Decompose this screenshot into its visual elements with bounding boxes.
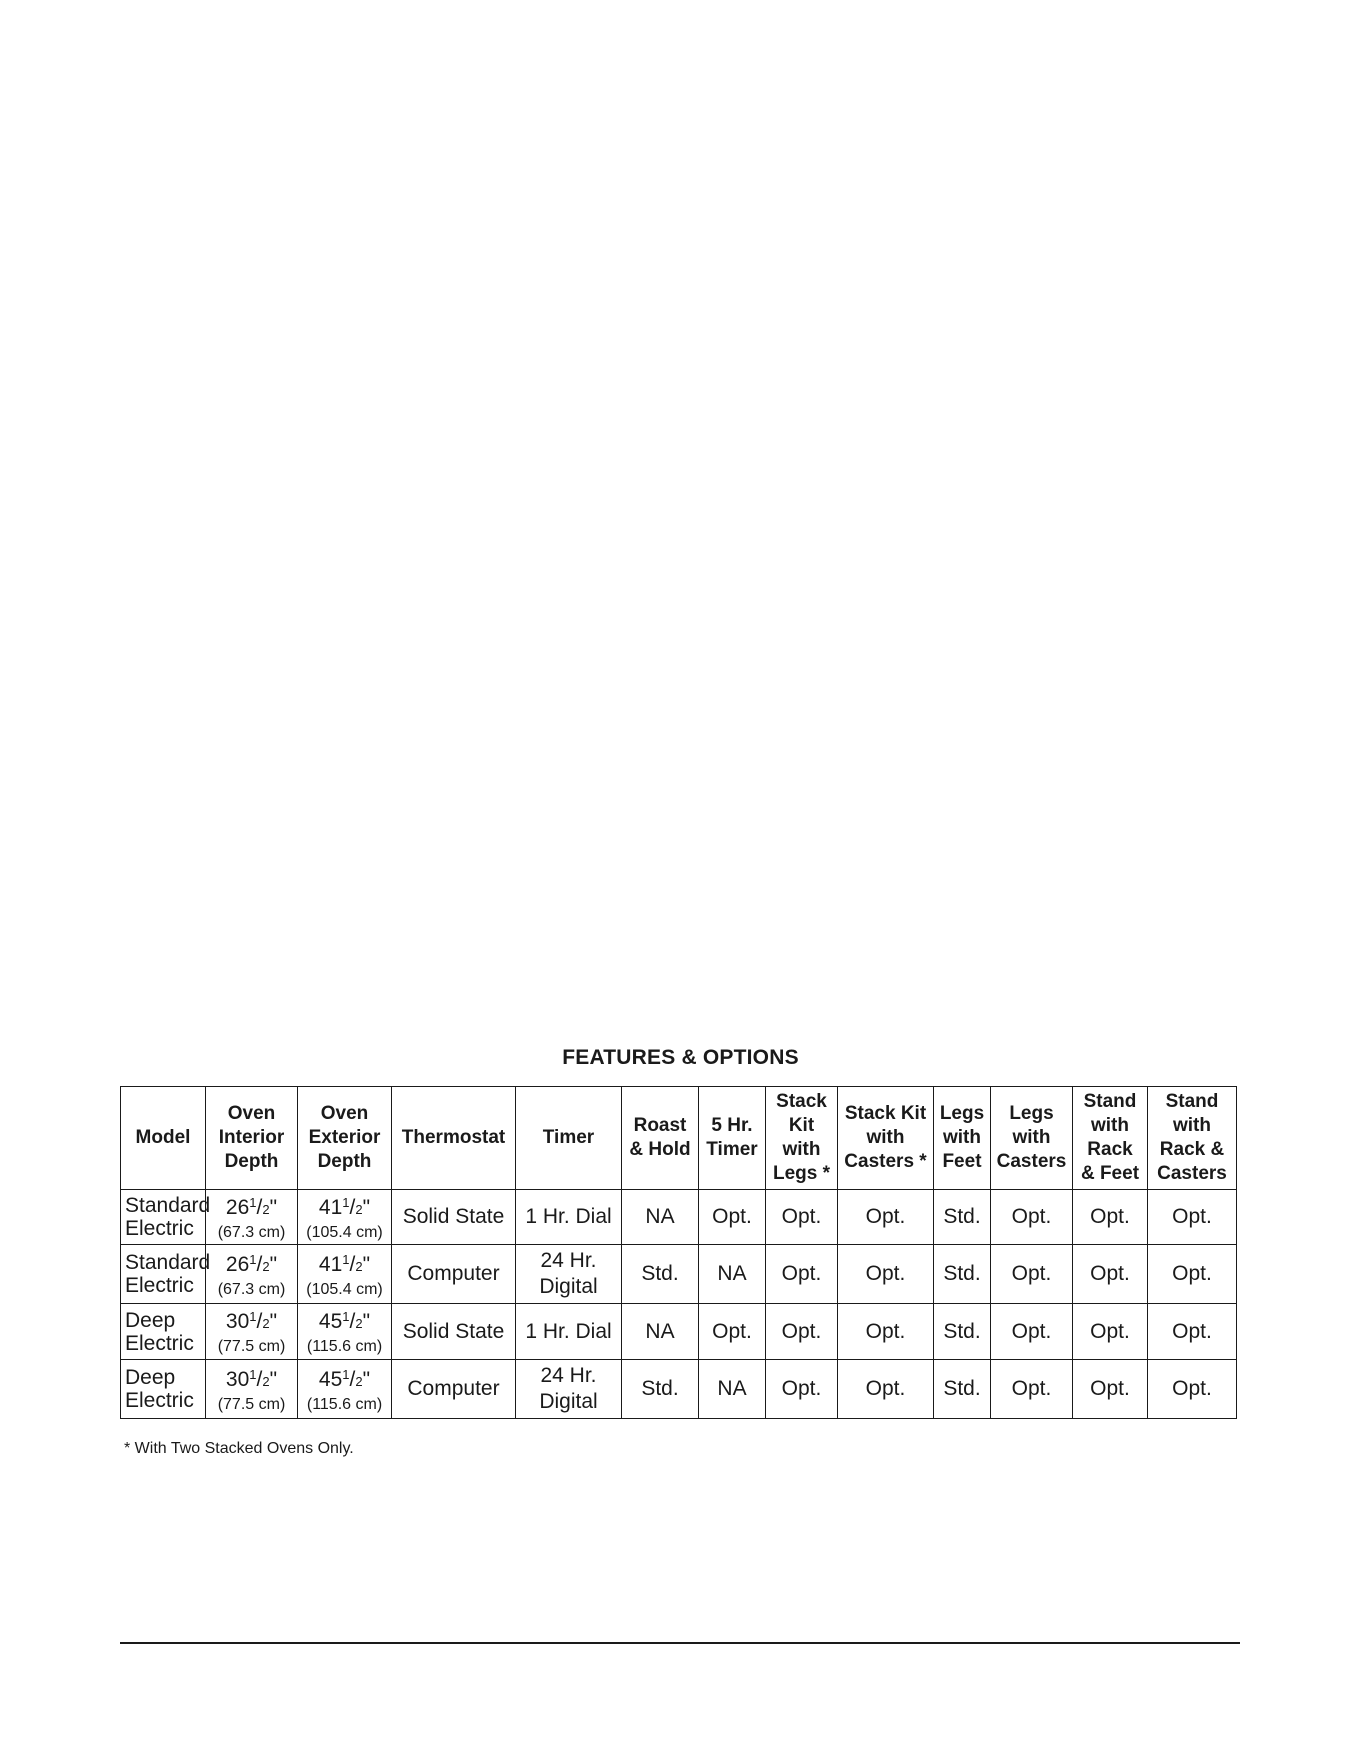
- header-oven-exterior-depth: Oven Exterior Depth: [298, 1087, 392, 1190]
- header-5hr-timer: 5 Hr. Timer: [699, 1087, 766, 1190]
- legs-feet-cell: Std.: [934, 1360, 991, 1419]
- numerator: 1: [342, 1309, 350, 1324]
- header-stack-kit-legs: Stack Kit with Legs *: [766, 1087, 838, 1190]
- whole: 26: [225, 1195, 250, 1219]
- interior-depth-metric: (77.5 cm): [217, 1395, 286, 1413]
- whole: 45: [318, 1310, 343, 1333]
- stack-kit-legs-cell: Opt.: [766, 1304, 838, 1360]
- features-options-table: [120, 1086, 1237, 1419]
- model-line: Electric: [125, 1217, 194, 1240]
- model-line: Deep: [125, 1308, 176, 1332]
- inch-mark: ": [269, 1252, 278, 1276]
- roast-hold-cell: Std.: [622, 1360, 699, 1419]
- whole: 30: [225, 1367, 250, 1391]
- stack-kit-legs-cell: Opt.: [766, 1190, 838, 1245]
- stack-kit-legs-cell: Opt.: [766, 1360, 838, 1419]
- whole: 41: [318, 1195, 343, 1219]
- legs-feet-cell: Std.: [934, 1245, 991, 1304]
- table-row: [121, 1360, 1237, 1419]
- interior-depth-metric: (77.5 cm): [217, 1338, 286, 1355]
- denominator: 2: [355, 1201, 363, 1217]
- interior-depth-cell: [206, 1190, 298, 1245]
- table-header-row: [121, 1087, 1237, 1190]
- thermostat-cell: Computer: [392, 1360, 516, 1419]
- timer-cell: 1 Hr. Dial: [516, 1190, 622, 1245]
- stand-rack-casters-cell: Opt.: [1148, 1245, 1237, 1304]
- header-oven-interior-depth: Oven Interior Depth: [206, 1087, 298, 1190]
- inch-mark: ": [269, 1367, 278, 1391]
- numerator: 1: [249, 1194, 257, 1210]
- interior-depth-imperial: $30^1/2$": [225, 1309, 278, 1333]
- stack-kit-casters-cell: Opt.: [838, 1245, 934, 1304]
- numerator: 1: [342, 1251, 350, 1267]
- legs-feet-cell: Std.: [934, 1190, 991, 1245]
- whole: 30: [225, 1310, 250, 1333]
- model-cell: [121, 1245, 211, 1304]
- interior-depth-imperial: $30^1/2$": [225, 1366, 278, 1391]
- stand-rack-feet-cell: Opt.: [1073, 1360, 1148, 1419]
- numerator: 1: [249, 1366, 257, 1382]
- thermostat-cell: Solid State: [392, 1304, 516, 1360]
- inch-mark: ": [362, 1310, 371, 1333]
- five-hr-timer-cell: Opt.: [699, 1304, 766, 1360]
- header-roast-hold: Roast & Hold: [622, 1087, 699, 1190]
- exterior-depth-cell: [298, 1190, 392, 1245]
- interior-depth-metric: (67.3 cm): [217, 1223, 286, 1241]
- denominator: 2: [355, 1258, 363, 1274]
- whole: 26: [225, 1252, 250, 1276]
- model-line: Deep: [125, 1366, 176, 1389]
- timer-cell: 24 Hr. Digital: [516, 1360, 622, 1419]
- roast-hold-cell: NA: [622, 1190, 699, 1245]
- five-hr-timer-cell: Opt.: [699, 1190, 766, 1245]
- stand-rack-casters-cell: Opt.: [1148, 1304, 1237, 1360]
- stand-rack-feet-cell: Opt.: [1073, 1304, 1148, 1360]
- inch-mark: ": [362, 1195, 371, 1219]
- interior-depth-cell: [206, 1360, 298, 1419]
- exterior-depth-imperial: $45^1/2$": [318, 1366, 371, 1391]
- timer-cell: 1 Hr. Dial: [516, 1304, 622, 1360]
- exterior-depth-metric: (115.6 cm): [306, 1395, 383, 1413]
- numerator: 1: [342, 1194, 350, 1210]
- header-legs-casters: Legs with Casters: [991, 1087, 1073, 1190]
- page-title: FEATURES & OPTIONS: [562, 1046, 799, 1069]
- exterior-depth-cell: [298, 1360, 392, 1419]
- model-cell: [121, 1304, 206, 1360]
- legs-casters-cell: Opt.: [991, 1304, 1073, 1360]
- exterior-depth-imperial: $41^1/2$": [318, 1251, 371, 1276]
- exterior-depth-cell: [298, 1304, 392, 1360]
- table-row: [121, 1190, 1237, 1245]
- denominator: 2: [262, 1316, 270, 1331]
- interior-depth-cell: [206, 1304, 298, 1360]
- model-line: Standard: [125, 1194, 211, 1217]
- exterior-depth-imperial: $45^1/2$": [318, 1309, 371, 1333]
- header-legs-feet: Legs with Feet: [934, 1087, 991, 1190]
- model-cell: [121, 1360, 206, 1419]
- numerator: 1: [342, 1366, 350, 1382]
- model-line: Electric: [125, 1331, 194, 1355]
- table-row: [121, 1304, 1237, 1360]
- header-thermostat: Thermostat: [392, 1087, 516, 1190]
- header-timer: Timer: [516, 1087, 622, 1190]
- numerator: 1: [249, 1251, 257, 1267]
- inch-mark: ": [362, 1367, 371, 1391]
- five-hr-timer-cell: NA: [699, 1245, 766, 1304]
- model-line: Electric: [125, 1389, 194, 1412]
- interior-depth-metric: (67.3 cm): [217, 1280, 286, 1298]
- stack-kit-casters-cell: Opt.: [838, 1190, 934, 1245]
- stand-rack-feet-cell: Opt.: [1073, 1245, 1148, 1304]
- model-line: Electric: [125, 1274, 194, 1297]
- legs-feet-cell: Std.: [934, 1304, 991, 1360]
- exterior-depth-metric: (105.4 cm): [306, 1280, 383, 1298]
- thermostat-cell: Solid State: [392, 1190, 516, 1245]
- exterior-depth-cell: [298, 1245, 392, 1304]
- whole: 41: [318, 1252, 343, 1276]
- inch-mark: ": [269, 1195, 278, 1219]
- denominator: 2: [355, 1316, 363, 1331]
- table-row: [121, 1245, 1237, 1304]
- timer-cell: 24 Hr. Digital: [516, 1245, 622, 1304]
- legs-casters-cell: Opt.: [991, 1190, 1073, 1245]
- denominator: 2: [262, 1373, 270, 1389]
- model-line: Standard: [125, 1251, 211, 1274]
- denominator: 2: [262, 1201, 270, 1217]
- header-stack-kit-casters: Stack Kit with Casters *: [838, 1087, 934, 1190]
- stack-kit-casters-cell: Opt.: [838, 1360, 934, 1419]
- inch-mark: ": [269, 1310, 278, 1333]
- interior-depth-imperial: $26^1/2$": [225, 1251, 278, 1276]
- stack-kit-casters-cell: Opt.: [838, 1304, 934, 1360]
- five-hr-timer-cell: NA: [699, 1360, 766, 1419]
- roast-hold-cell: Std.: [622, 1245, 699, 1304]
- stand-rack-casters-cell: Opt.: [1148, 1360, 1237, 1419]
- header-stand-rack-feet: Stand with Rack & Feet: [1073, 1087, 1148, 1190]
- interior-depth-imperial: $26^1/2$": [225, 1194, 278, 1219]
- roast-hold-cell: NA: [622, 1304, 699, 1360]
- denominator: 2: [262, 1258, 270, 1274]
- thermostat-cell: Computer: [392, 1245, 516, 1304]
- footer-rule: [120, 1642, 1240, 1644]
- inch-mark: ": [362, 1252, 371, 1276]
- numerator: 1: [249, 1309, 257, 1324]
- exterior-depth-imperial: $41^1/2$": [318, 1194, 371, 1219]
- header-model: Model: [121, 1087, 206, 1190]
- denominator: 2: [355, 1373, 363, 1389]
- stack-kit-legs-cell: Opt.: [766, 1245, 838, 1304]
- legs-casters-cell: Opt.: [991, 1360, 1073, 1419]
- stand-rack-feet-cell: Opt.: [1073, 1190, 1148, 1245]
- model-cell: [121, 1190, 211, 1245]
- footnote: * With Two Stacked Ovens Only.: [124, 1440, 354, 1457]
- interior-depth-cell: [206, 1245, 298, 1304]
- header-stand-rack-casters: Stand with Rack & Casters: [1148, 1087, 1237, 1190]
- stand-rack-casters-cell: Opt.: [1148, 1190, 1237, 1245]
- exterior-depth-metric: (105.4 cm): [306, 1223, 383, 1241]
- exterior-depth-metric: (115.6 cm): [306, 1338, 383, 1355]
- legs-casters-cell: Opt.: [991, 1245, 1073, 1304]
- whole: 45: [318, 1367, 343, 1391]
